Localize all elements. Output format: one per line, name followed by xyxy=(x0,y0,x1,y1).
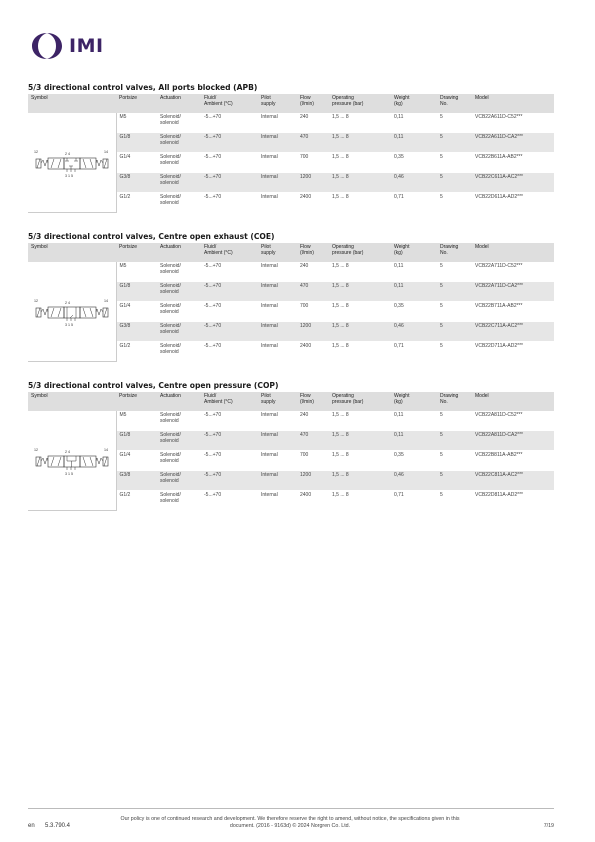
weight-cell: 0,11 xyxy=(391,411,437,431)
operating-pressure-cell: 1,5 ... 8 xyxy=(329,451,391,471)
column-header: Flow (l/min) xyxy=(297,392,329,411)
operating-pressure-cell: 1,5 ... 8 xyxy=(329,471,391,491)
valve-symbol xyxy=(28,262,116,362)
flow-cell: 470 xyxy=(297,282,329,302)
fluid-ambient-cell: -5...+70 xyxy=(201,342,258,362)
drawing-number-cell: 5 xyxy=(437,193,472,213)
actuation-cell: Solenoid/ solenoid xyxy=(157,431,201,451)
column-header: Model xyxy=(472,94,554,113)
column-header: Model xyxy=(472,392,554,411)
svg-text:12: 12 xyxy=(33,149,38,154)
fluid-ambient-cell: -5...+70 xyxy=(201,322,258,342)
model-cell: VCB22D711A-AD2*** xyxy=(472,342,554,362)
pilot-supply-cell: Internal xyxy=(258,322,297,342)
table-header-row xyxy=(28,94,554,113)
fluid-ambient-cell: -5...+70 xyxy=(201,153,258,173)
portsize-cell: M5 xyxy=(116,411,157,431)
weight-cell: 0,71 xyxy=(391,491,437,511)
flow-cell: 2400 xyxy=(297,491,329,511)
column-header: Flow (l/min) xyxy=(297,94,329,113)
svg-text:14: 14 xyxy=(103,298,108,303)
weight-cell: 0,11 xyxy=(391,282,437,302)
actuation-cell: Solenoid/ solenoid xyxy=(157,153,201,173)
operating-pressure-cell: 1,5 ... 8 xyxy=(329,193,391,213)
column-header: Pilot supply xyxy=(258,392,297,411)
fluid-ambient-cell: -5...+70 xyxy=(201,471,258,491)
column-header: Operating pressure (bar) xyxy=(329,94,391,113)
drawing-number-cell: 5 xyxy=(437,491,472,511)
weight-cell: 0,46 xyxy=(391,173,437,193)
operating-pressure-cell: 1,5 ... 8 xyxy=(329,173,391,193)
pilot-supply-cell: Internal xyxy=(258,153,297,173)
operating-pressure-cell: 1,5 ... 8 xyxy=(329,322,391,342)
portsize-cell: G1/2 xyxy=(116,491,157,511)
svg-text:2 4: 2 4 xyxy=(64,151,70,156)
column-header: Fluid/ Ambient (°C) xyxy=(201,94,258,113)
valve-table xyxy=(28,243,554,362)
operating-pressure-cell: 1,5 ... 8 xyxy=(329,282,391,302)
portsize-cell: G1/4 xyxy=(116,451,157,471)
svg-text:2 4: 2 4 xyxy=(64,449,70,454)
drawing-number-cell: 5 xyxy=(437,133,472,153)
pilot-supply-cell: Internal xyxy=(258,193,297,213)
fluid-ambient-cell: -5...+70 xyxy=(201,193,258,213)
weight-cell: 0,35 xyxy=(391,302,437,322)
valve-symbol-icon xyxy=(32,296,112,328)
column-header: Operating pressure (bar) xyxy=(329,243,391,262)
table-header-row xyxy=(28,243,554,262)
portsize-cell: G1/8 xyxy=(116,133,157,153)
flow-cell: 240 xyxy=(297,411,329,431)
drawing-number-cell: 5 xyxy=(437,262,472,282)
model-cell: VCB22D811A-AD2*** xyxy=(472,491,554,511)
fluid-ambient-cell: -5...+70 xyxy=(201,411,258,431)
model-cell: VCB22D611A-AD2*** xyxy=(472,193,554,213)
operating-pressure-cell: 1,5 ... 8 xyxy=(329,113,391,133)
pilot-supply-cell: Internal xyxy=(258,491,297,511)
portsize-cell: M5 xyxy=(116,262,157,282)
column-header: Symbol xyxy=(28,392,116,411)
actuation-cell: Solenoid/ solenoid xyxy=(157,342,201,362)
weight-cell: 0,11 xyxy=(391,113,437,133)
model-cell: VCB22A811D-CA2*** xyxy=(472,431,554,451)
operating-pressure-cell: 1,5 ... 8 xyxy=(329,411,391,431)
actuation-cell: Solenoid/ solenoid xyxy=(157,173,201,193)
column-header: Symbol xyxy=(28,94,116,113)
table-row xyxy=(28,411,554,431)
portsize-cell: M5 xyxy=(116,113,157,133)
column-header: Portsize xyxy=(116,94,157,113)
svg-text:3 1 5: 3 1 5 xyxy=(64,322,73,327)
flow-cell: 470 xyxy=(297,431,329,451)
model-cell: VCB22C811A-AC2*** xyxy=(472,471,554,491)
drawing-number-cell: 5 xyxy=(437,282,472,302)
column-header: Actuation xyxy=(157,94,201,113)
imi-logo-icon xyxy=(30,31,64,61)
column-header: Portsize xyxy=(116,243,157,262)
svg-text:3 1 5: 3 1 5 xyxy=(64,471,73,476)
flow-cell: 2400 xyxy=(297,193,329,213)
portsize-cell: G3/8 xyxy=(116,322,157,342)
actuation-cell: Solenoid/ solenoid xyxy=(157,282,201,302)
operating-pressure-cell: 1,5 ... 8 xyxy=(329,342,391,362)
column-header: Flow (l/min) xyxy=(297,243,329,262)
portsize-cell: G1/2 xyxy=(116,342,157,362)
pilot-supply-cell: Internal xyxy=(258,451,297,471)
footer-divider xyxy=(28,808,554,809)
actuation-cell: Solenoid/ solenoid xyxy=(157,113,201,133)
valve-table xyxy=(28,392,554,511)
model-cell: VCB22C711A-AC2*** xyxy=(472,322,554,342)
weight-cell: 0,11 xyxy=(391,262,437,282)
operating-pressure-cell: 1,5 ... 8 xyxy=(329,153,391,173)
fluid-ambient-cell: -5...+70 xyxy=(201,491,258,511)
column-header: Weight (kg) xyxy=(391,94,437,113)
column-header: Weight (kg) xyxy=(391,392,437,411)
pilot-supply-cell: Internal xyxy=(258,431,297,451)
drawing-number-cell: 5 xyxy=(437,113,472,133)
footer-policy-text: Our policy is one of continued research and development. We therefore reserve the right to amend, without notice, the specifications given in this document. (2016 - 9163d) © 2024 Norgren Co. Ltd. xyxy=(120,816,460,829)
flow-cell: 1200 xyxy=(297,471,329,491)
fluid-ambient-cell: -5...+70 xyxy=(201,302,258,322)
fluid-ambient-cell: -5...+70 xyxy=(201,113,258,133)
weight-cell: 0,46 xyxy=(391,471,437,491)
model-cell: VCB22A611D-CA2*** xyxy=(472,133,554,153)
table-header-row xyxy=(28,392,554,411)
portsize-cell: G1/4 xyxy=(116,302,157,322)
valve-section xyxy=(28,82,554,213)
actuation-cell: Solenoid/ solenoid xyxy=(157,302,201,322)
model-cell: VCB22C611A-AC2*** xyxy=(472,173,554,193)
svg-text:2 4: 2 4 xyxy=(64,300,70,305)
actuation-cell: Solenoid/ solenoid xyxy=(157,491,201,511)
svg-text:12: 12 xyxy=(33,298,38,303)
pilot-supply-cell: Internal xyxy=(258,173,297,193)
actuation-cell: Solenoid/ solenoid xyxy=(157,451,201,471)
actuation-cell: Solenoid/ solenoid xyxy=(157,322,201,342)
weight-cell: 0,46 xyxy=(391,322,437,342)
actuation-cell: Solenoid/ solenoid xyxy=(157,133,201,153)
operating-pressure-cell: 1,5 ... 8 xyxy=(329,262,391,282)
pilot-supply-cell: Internal xyxy=(258,411,297,431)
table-row xyxy=(28,262,554,282)
column-header: Weight (kg) xyxy=(391,243,437,262)
actuation-cell: Solenoid/ solenoid xyxy=(157,193,201,213)
column-header: Fluid/ Ambient (°C) xyxy=(201,243,258,262)
portsize-cell: G1/2 xyxy=(116,193,157,213)
section-title: 5/3 directional control valves, All ports blocked (APB) xyxy=(28,83,258,92)
weight-cell: 0,71 xyxy=(391,342,437,362)
flow-cell: 240 xyxy=(297,262,329,282)
model-cell: VCB22B611A-AB2*** xyxy=(472,153,554,173)
valve-section xyxy=(28,380,554,511)
fluid-ambient-cell: -5...+70 xyxy=(201,262,258,282)
page-number: 7/19 xyxy=(543,823,554,829)
column-header: Pilot supply xyxy=(258,243,297,262)
column-header: Model xyxy=(472,243,554,262)
pilot-supply-cell: Internal xyxy=(258,302,297,322)
column-header: Actuation xyxy=(157,243,201,262)
brand-name: IMI xyxy=(69,35,104,57)
pilot-supply-cell: Internal xyxy=(258,471,297,491)
pilot-supply-cell: Internal xyxy=(258,342,297,362)
drawing-number-cell: 5 xyxy=(437,471,472,491)
valve-symbol xyxy=(28,113,116,213)
section-title: 5/3 directional control valves, Centre open exhaust (COE) xyxy=(28,232,275,241)
column-header: Drawing No. xyxy=(437,392,472,411)
table-row xyxy=(28,113,554,133)
flow-cell: 700 xyxy=(297,451,329,471)
flow-cell: 240 xyxy=(297,113,329,133)
flow-cell: 700 xyxy=(297,302,329,322)
operating-pressure-cell: 1,5 ... 8 xyxy=(329,431,391,451)
column-header: Operating pressure (bar) xyxy=(329,392,391,411)
valve-symbol-icon xyxy=(32,147,112,179)
svg-text:3 1 5: 3 1 5 xyxy=(64,173,73,178)
operating-pressure-cell: 1,5 ... 8 xyxy=(329,302,391,322)
column-header: Actuation xyxy=(157,392,201,411)
imi-logo xyxy=(30,31,104,61)
weight-cell: 0,35 xyxy=(391,153,437,173)
drawing-number-cell: 5 xyxy=(437,342,472,362)
model-cell: VCB22B811A-AB2*** xyxy=(472,451,554,471)
column-header: Fluid/ Ambient (°C) xyxy=(201,392,258,411)
fluid-ambient-cell: -5...+70 xyxy=(201,431,258,451)
drawing-number-cell: 5 xyxy=(437,451,472,471)
fluid-ambient-cell: -5...+70 xyxy=(201,451,258,471)
valve-table xyxy=(28,94,554,213)
weight-cell: 0,71 xyxy=(391,193,437,213)
flow-cell: 2400 xyxy=(297,342,329,362)
flow-cell: 470 xyxy=(297,133,329,153)
operating-pressure-cell: 1,5 ... 8 xyxy=(329,133,391,153)
portsize-cell: G3/8 xyxy=(116,471,157,491)
portsize-cell: G1/4 xyxy=(116,153,157,173)
pilot-supply-cell: Internal xyxy=(258,133,297,153)
column-header: Drawing No. xyxy=(437,243,472,262)
weight-cell: 0,35 xyxy=(391,451,437,471)
model-cell: VCB22B711A-AB2*** xyxy=(472,302,554,322)
footer-language: en xyxy=(28,823,35,829)
svg-text:14: 14 xyxy=(103,149,108,154)
model-cell: VCB22A611D-C52*** xyxy=(472,113,554,133)
weight-cell: 0,11 xyxy=(391,431,437,451)
operating-pressure-cell: 1,5 ... 8 xyxy=(329,491,391,511)
column-header: Symbol xyxy=(28,243,116,262)
svg-text:14: 14 xyxy=(103,447,108,452)
actuation-cell: Solenoid/ solenoid xyxy=(157,411,201,431)
fluid-ambient-cell: -5...+70 xyxy=(201,173,258,193)
actuation-cell: Solenoid/ solenoid xyxy=(157,471,201,491)
column-header: Pilot supply xyxy=(258,94,297,113)
model-cell: VCB22A711D-C52*** xyxy=(472,262,554,282)
pilot-supply-cell: Internal xyxy=(258,262,297,282)
flow-cell: 1200 xyxy=(297,173,329,193)
footer-document-code: 5.3.790.4 xyxy=(45,823,71,829)
portsize-cell: G1/8 xyxy=(116,431,157,451)
valve-symbol-icon xyxy=(32,445,112,477)
drawing-number-cell: 5 xyxy=(437,411,472,431)
drawing-number-cell: 5 xyxy=(437,431,472,451)
flow-cell: 700 xyxy=(297,153,329,173)
weight-cell: 0,11 xyxy=(391,133,437,153)
valve-symbol xyxy=(28,411,116,511)
pilot-supply-cell: Internal xyxy=(258,282,297,302)
model-cell: VCB22A711D-CA2*** xyxy=(472,282,554,302)
actuation-cell: Solenoid/ solenoid xyxy=(157,262,201,282)
column-header: Portsize xyxy=(116,392,157,411)
drawing-number-cell: 5 xyxy=(437,173,472,193)
svg-text:12: 12 xyxy=(33,447,38,452)
drawing-number-cell: 5 xyxy=(437,322,472,342)
section-title: 5/3 directional control valves, Centre open pressure (COP) xyxy=(28,381,279,390)
pilot-supply-cell: Internal xyxy=(258,113,297,133)
drawing-number-cell: 5 xyxy=(437,153,472,173)
portsize-cell: G1/8 xyxy=(116,282,157,302)
flow-cell: 1200 xyxy=(297,322,329,342)
valve-section xyxy=(28,231,554,362)
fluid-ambient-cell: -5...+70 xyxy=(201,282,258,302)
column-header: Drawing No. xyxy=(437,94,472,113)
drawing-number-cell: 5 xyxy=(437,302,472,322)
portsize-cell: G3/8 xyxy=(116,173,157,193)
model-cell: VCB22A811D-C52*** xyxy=(472,411,554,431)
fluid-ambient-cell: -5...+70 xyxy=(201,133,258,153)
